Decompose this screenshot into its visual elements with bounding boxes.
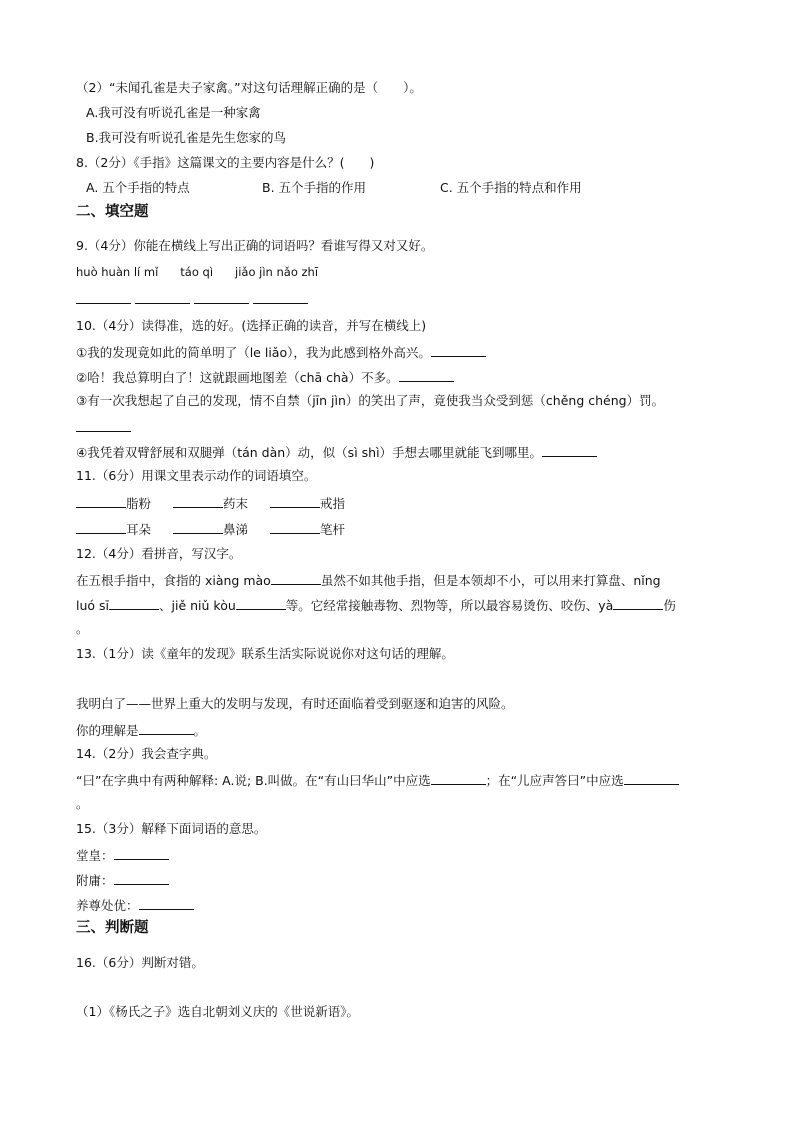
- q15-word-3: 养尊处优：: [76, 898, 139, 913]
- q12-line-3: 。: [76, 621, 89, 636]
- q14-blank-2[interactable]: [624, 771, 679, 785]
- q15-word-2-row: [76, 871, 169, 889]
- q9-pinyin-1: huò huàn lí mǐ: [76, 265, 159, 279]
- q10-sentence-4-row: [76, 443, 597, 461]
- q9-blank-2[interactable]: [135, 290, 190, 304]
- q15-word-1-row: [76, 846, 169, 864]
- q14-line-2: 。: [76, 796, 89, 811]
- q11-word-3: 戒指: [320, 496, 346, 511]
- q10-blank-2[interactable]: [399, 368, 454, 382]
- q11-word-4: 耳朵: [126, 522, 152, 537]
- q10-sentence-2: ②哈！我总算明白了！这就跟画地图差（chā chà）不多。: [76, 370, 399, 385]
- q16-stem: 16.（6分）判断对错。: [76, 955, 204, 970]
- q11-word-2: 药末: [223, 496, 249, 511]
- q14-stem: 14.（2分）我会查字典。: [76, 746, 217, 761]
- q9-blank-4[interactable]: [253, 290, 308, 304]
- q7-2-option-a[interactable]: A.我可没有听说孔雀是一种家禽: [86, 105, 261, 120]
- q12-stem: 12.（4分）看拼音，写汉字。: [76, 546, 242, 561]
- q12-text-2b: 、jiě niǔ kòu: [159, 598, 236, 613]
- q11-word-1: 脂粉: [126, 496, 152, 511]
- section-title-true-false: 三、判断题: [76, 920, 149, 936]
- q13-blank[interactable]: [139, 721, 194, 735]
- q10-sentence-4: ④我凭着双臂舒展和双腿弹（tán dàn）动，似（sì shì）手想去哪里就能飞到哪里。: [76, 445, 543, 460]
- q10-blank-3-row: [76, 418, 131, 436]
- q12-text-2c: 等。它经常接触毒物、烈物等，所以最容易烫伤、咬伤、yà: [285, 598, 614, 613]
- q9-pinyin-3: jiǎo jìn nǎo zhī: [235, 265, 319, 279]
- q15-blank-3[interactable]: [139, 896, 194, 910]
- q11-blank-1[interactable]: [76, 494, 126, 508]
- q10-sentence-2-row: [76, 368, 454, 386]
- q15-word-1: 堂皇：: [76, 848, 114, 863]
- q15-word-3-row: [76, 896, 194, 914]
- q15-blank-1[interactable]: [114, 846, 169, 860]
- q11-blank-6[interactable]: [270, 520, 320, 534]
- q14-text-1b: ；在“儿应声答曰”中应选: [485, 773, 624, 788]
- q12-text-1a: 在五根手指中，食指的 xiàng mào: [76, 573, 271, 588]
- q11-word-5: 鼻涕: [223, 522, 249, 537]
- q13-answer-suffix: 。: [193, 723, 207, 738]
- q12-line-2: [76, 596, 676, 614]
- q12-text-2a: luó sī: [76, 598, 110, 613]
- q9-blank-1[interactable]: [76, 290, 131, 304]
- q9-blank-3[interactable]: [194, 290, 249, 304]
- q14-line-1: [76, 771, 679, 789]
- q13-answer-prefix: 你的理解是: [76, 723, 139, 738]
- q12-blank-4[interactable]: [613, 596, 663, 610]
- q10-blank-4[interactable]: [542, 443, 597, 457]
- q15-stem: 15.（3分）解释下面词语的意思。: [76, 821, 267, 836]
- q12-blank-2[interactable]: [109, 596, 159, 610]
- q12-line-1: [76, 571, 661, 589]
- q10-blank-1[interactable]: [431, 343, 486, 357]
- q13-quote: 我明白了——世界上重大的发明与发现，有时还面临着受到驱逐和迫害的风险。: [76, 696, 514, 711]
- q12-text-1b: 虽然不如其他手指，但是本领却不小，可以用来打算盘、nǐng: [320, 573, 661, 588]
- q8-option-b[interactable]: B. 五个手指的作用: [262, 180, 367, 195]
- section-title-fill-in: 二、填空题: [76, 204, 149, 220]
- q9-answer-row: [76, 290, 308, 308]
- q12-blank-3[interactable]: [236, 596, 286, 610]
- q11-word-6: 笔杆: [320, 522, 346, 537]
- q10-stem: 10.（4分）读得准，选的好。(选择正确的读音，并写在横线上): [76, 318, 427, 333]
- q11-blank-3[interactable]: [270, 494, 320, 508]
- q10-sentence-1: ①我的发现竟如此的简单明了（le liǎo），我为此感到格外高兴。: [76, 345, 431, 360]
- q11-blank-4[interactable]: [76, 520, 126, 534]
- q8-option-a[interactable]: A. 五个手指的特点: [86, 180, 190, 195]
- q8-option-c[interactable]: C. 五个手指的特点和作用: [440, 180, 582, 195]
- q10-sentence-3: ③有一次我想起了自己的发现，情不自禁（jīn jìn）的笑出了声，竟使我当众受到惩（chěng chéng）罚。: [76, 393, 665, 408]
- q16-item-1: （1）《杨氏之子》选自北朝刘义庆的《世说新语》。: [76, 1004, 359, 1019]
- q11-row-2: [76, 520, 345, 538]
- q7-2-option-b[interactable]: B.我可没有听说孔雀是先生您家的鸟: [86, 130, 287, 145]
- q10-blank-3[interactable]: [76, 418, 131, 432]
- q11-row-1: [76, 494, 345, 512]
- q13-answer-row: [76, 721, 206, 739]
- q14-blank-1[interactable]: [431, 771, 486, 785]
- q12-blank-1[interactable]: [271, 571, 321, 585]
- q9-pinyin-2: táo qì: [180, 265, 214, 279]
- q7-2-stem: （2）“未闻孔雀是夫子家禽。”对这句话理解正确的是（ ）。: [76, 80, 422, 95]
- q15-blank-2[interactable]: [114, 871, 169, 885]
- q11-blank-5[interactable]: [173, 520, 223, 534]
- q13-stem: 13.（1分）读《童年的发现》联系生活实际说说你对这句话的理解。: [76, 646, 454, 661]
- q14-text-1a: “曰”在字典中有两种解释: A.说; B.叫做。在“有山曰华山”中应选: [76, 773, 431, 788]
- q9-pinyin-row: [76, 264, 340, 280]
- q12-text-2d: 伤: [663, 598, 676, 613]
- q15-word-2: 附庸：: [76, 873, 114, 888]
- q10-sentence-1-row: [76, 343, 486, 361]
- q11-stem: 11.（6分）用课文里表示动作的词语填空。: [76, 468, 317, 483]
- q8-stem: 8.（2分）《手指》这篇课文的主要内容是什么？( ): [76, 155, 375, 170]
- q9-stem: 9.（4分）你能在横线上写出正确的词语吗？看谁写得又对又好。: [76, 238, 434, 253]
- q11-blank-2[interactable]: [173, 494, 223, 508]
